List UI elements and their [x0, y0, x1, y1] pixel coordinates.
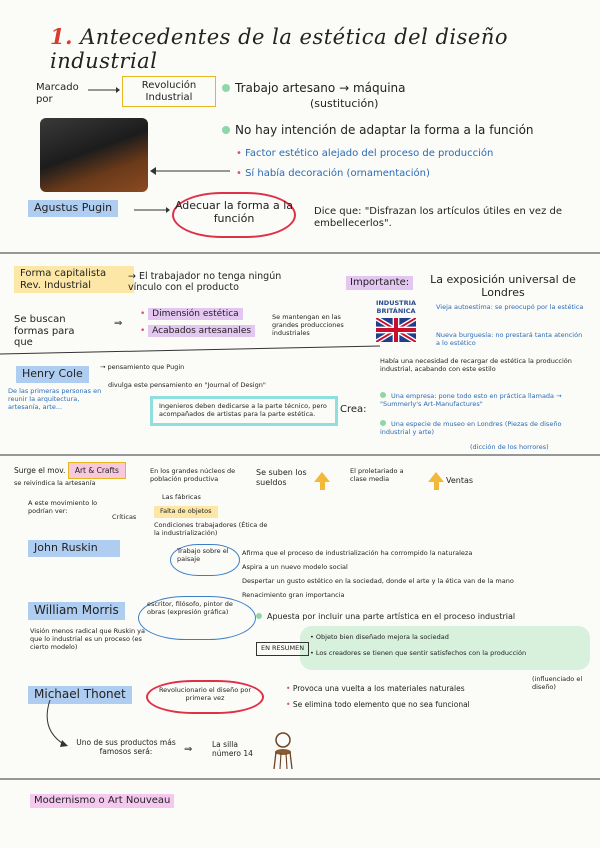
grandes-nucleos: En los grandes núcleos de población productiva — [150, 467, 236, 483]
sewing-machine-image — [40, 118, 148, 192]
arrow-icon — [88, 86, 120, 94]
ruskin-cloud: Trabajo sobre el paisaje — [170, 544, 240, 576]
arrow-icon — [134, 206, 170, 214]
sustitucion-label: (sustitución) — [310, 97, 379, 110]
pugin-cloud: Adecuar la forma a la función — [172, 192, 296, 238]
se-buscan: Se buscan formas para que — [14, 314, 75, 348]
cole-teal-box: Ingenieros deben dedicarse a la parte técnico, pero acompañados de artistas para la parte estética. — [150, 396, 338, 426]
morris-cloud: escritor, filósofo, pintor de obras (expresión gráfica) — [138, 596, 256, 640]
uk-flag-icon — [376, 318, 416, 342]
up-arrow-icon — [314, 472, 330, 490]
divider — [0, 454, 600, 456]
ruskin-item-4: Renacimiento gran importancia — [242, 591, 345, 599]
curved-arrow-icon — [40, 700, 70, 750]
movimiento-label: A este movimiento lo podrían ver: — [28, 499, 98, 515]
crea-note: (dicción de los horrores) — [470, 443, 549, 451]
crea-item-2: Una especie de museo en Londres (Piezas de diseño industrial y arte) — [380, 420, 562, 436]
thonet-cloud: Revolucionario el diseño por primera vez — [146, 680, 264, 714]
title-text: Antecedentes de la estética del diseño industrial — [50, 25, 509, 73]
thonet-name: Michael Thonet — [28, 686, 132, 704]
morris-name: William Morris — [28, 602, 125, 620]
ruskin-item-1: Afirma que el proceso de industrialización ha corrompido la naturaleza — [242, 549, 473, 557]
title-number: 1. — [50, 24, 73, 49]
crea-label: Crea: — [340, 404, 367, 415]
nueva-burguesia: Nueva burguesía: no prestará tanta atención a lo estético — [436, 331, 583, 347]
double-arrow-icon: ⇒ — [184, 744, 193, 755]
morris-left: Visión menos radical que Ruskin ya que lo industrial es un proceso (es cierto modelo) — [30, 627, 145, 651]
crea-item-1: Una empresa: pone todo esto en práctica llamada → "Summerly's Art-Manufactures" — [380, 392, 562, 408]
divider — [0, 252, 600, 254]
ruskin-item-2: Aspira a un nuevo modelo social — [242, 563, 348, 571]
divider — [0, 344, 380, 356]
thonet-item-1: • Provoca una vuelta a los materiales naturales — [286, 684, 465, 693]
pink-item-2: • Sí había decoración (ornamentación) — [236, 168, 430, 179]
bullet-trabajo: Trabajo artesano → máquina — [222, 82, 406, 96]
proletariado: El proletariado a clase media — [350, 467, 404, 483]
silla-14: La silla número 14 — [212, 740, 253, 758]
surge-mov: Surge el mov. Art & Crafts — [14, 466, 126, 475]
thonet-chair-image — [272, 732, 294, 770]
criticas-label: Críticas — [112, 513, 137, 521]
revolucion-box: Revolución Industrial — [122, 76, 216, 107]
suben-sueldos: Se suben los sueldos — [256, 468, 307, 487]
condiciones: Condiciones trabajadores (Ética de la industrialización) — [154, 521, 268, 537]
thonet-note: (influenciado el diseño) — [532, 675, 583, 691]
ventas: Ventas — [446, 476, 474, 485]
importante-label: Importante: — [346, 276, 413, 290]
forma-capitalista: Forma capitalista Rev. Industrial — [14, 266, 134, 293]
cole-arrow-2: divulga este pensamiento en "Journal of Design" — [108, 381, 266, 389]
double-arrow-icon: ⇒ — [114, 318, 123, 329]
modernismo: Modernismo o Art Nouveau — [30, 794, 174, 808]
uno-de-sus: Uno de sus productos más famosos será: — [76, 738, 176, 756]
expo-universal: La exposición universal de Londres — [430, 273, 576, 299]
morris-apuesta: Apuesta por incluir una parte artística en el proceso industrial — [256, 612, 515, 622]
habia-necesidad: Había una necesidad de recargar de estética la producción industrial, acabando con este estilo — [380, 357, 572, 373]
divider — [0, 778, 600, 780]
vieja-autoestima: Vieja autoestima: se preocupó por la estética — [436, 303, 584, 311]
cole-arrow-1: → pensamiento que Pugin — [100, 363, 185, 371]
arrow-left-icon — [150, 166, 230, 176]
acabados: • Acabados artesanales — [140, 326, 255, 336]
morris-g2: • Los creadores se tienen que sentir satisfechos con la producción — [310, 649, 527, 657]
falta-objetos: Falta de objetos — [154, 506, 218, 518]
thonet-item-2: • Se elimina todo elemento que no sea funcional — [286, 700, 470, 709]
resumen-label: EN RESUMEN — [256, 642, 309, 656]
cole-name: Henry Cole — [16, 366, 89, 383]
se-mantengan: Se mantengan en las grandes producciones industriales — [272, 313, 344, 337]
up-arrow-icon — [428, 472, 444, 490]
page-title — [50, 24, 600, 73]
cole-left: De las primeras personas en reunir la arquitectura, artesanía, arte... — [8, 387, 102, 411]
ruskin-item-3: Despertar un gusto estético en la sociedad, donde el arte y la ética van de la mano — [242, 577, 514, 585]
marcado-label: Marcado por — [36, 82, 79, 105]
pugin-dice: Dice que: "Disfrazan los artículos útiles en vez de embellecerlos". — [314, 206, 563, 229]
capital-arrow: → El trabajador no tenga ningún vínculo con el producto — [128, 271, 282, 293]
ruskin-name: John Ruskin — [28, 540, 120, 557]
fabricas-label: Las fábricas — [162, 493, 201, 501]
bullet-no-intencion: No hay intención de adaptar la forma a la función — [222, 124, 534, 138]
surge-2: se reivindica la artesanía — [14, 479, 96, 487]
flag-label: INDUSTRIA BRITÁNICA — [375, 299, 417, 315]
morris-g1: • Objeto bien diseñado mejora la sociedad — [310, 633, 449, 641]
pugin-name: Agustus Pugin — [28, 200, 118, 217]
pink-item-1: • Factor estético alejado del proceso de producción — [236, 148, 494, 159]
dim-estetica: • Dimensión estética — [140, 309, 243, 319]
